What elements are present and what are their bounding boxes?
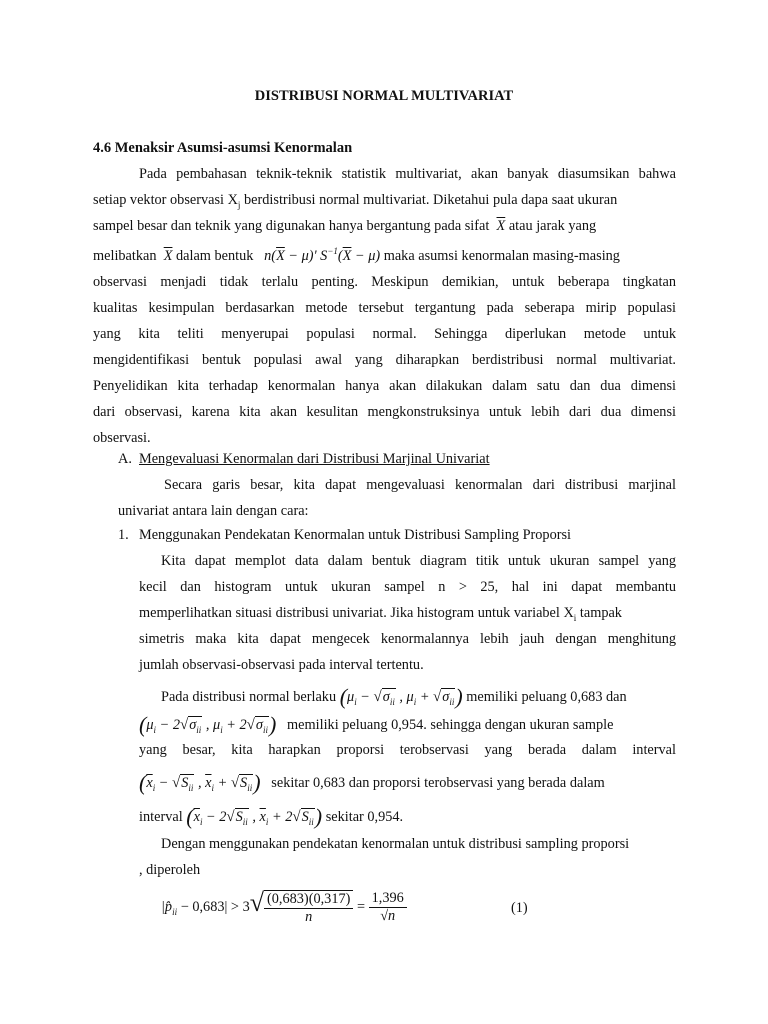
interval-4: ($\overline{x}_i - 2√S_{ii}$ , $\overline{x}_i + 2√S_{ii}$) <box>186 804 323 829</box>
paragraph-line: univariat antara lain dengan cara: <box>118 503 309 519</box>
interval-3: ($\overline{x}_i - √S_{ii}$ , $\overline{x}_i + √S_{ii}$) <box>139 770 261 795</box>
section-heading: 4.6 Menaksir Asumsi-asumsi Kenormalan <box>93 140 353 156</box>
equation-1: $|p̂_{ii} - 0,683| > 3√$ $\frac{(0,683)(0,317)}{n}$ = $\frac{1,396}{√n}$ <box>161 888 407 926</box>
interval-2: ($\mu_i - 2√\sigma_{ii}$ , $\mu_i + 2√\sigma_{ii}$) <box>139 712 277 737</box>
paragraph-line: Kita dapat memplot data dalam bentuk diagram titik untuk ukuran sampel yang <box>161 553 676 569</box>
paragraph-line: dari observasi, karena kita akan kesulitan mengkonstruksinya untuk lebih dari dua dimensi <box>93 404 676 420</box>
xbar-symbol: $\overline{X}$ <box>496 218 506 234</box>
item-1-marker: 1. <box>118 527 129 543</box>
paragraph-line: interval ($\overline{x}_i - 2√S_{ii}$ , $\overline{x}_i + 2√S_{ii}$) sekitar 0,954. <box>139 804 404 829</box>
paragraph-line: ($\overline{x}_i - √S_{ii}$ , $\overline{x}_i + √S_{ii}$) sekitar 0,683 dan proporsi terobservasi yang berada dalam <box>139 770 605 795</box>
paragraph-line: kecil dan histogram untuk ukuran sampel n > 25, hal ini dapat membantu <box>139 579 676 595</box>
paragraph-line: jumlah observasi-observasi pada interval tertentu. <box>139 657 424 673</box>
paragraph-line: Secara garis besar, kita dapat mengevaluasi kenormalan dari distribusi marjinal <box>164 477 676 493</box>
paragraph-line: observasi menjadi tidak terlalu penting. Meskipun demikian, untuk beberapa tingkatan <box>93 274 676 290</box>
paragraph-line: setiap vektor observasi $X_j$ berdistribusi normal multivariat. Diketahui pula dapa saat ukuran <box>93 192 618 210</box>
paragraph-line: melibatkan $\overline{X}$ dalam bentuk $n(\overline{X} - \mu)'$ $S^{-1}(\overline{X} - \mu)$ maka asumsi kenormalan masing-masing <box>93 246 620 264</box>
paragraph-line: kualitas kesimpulan berdasarkan metode tersebut tergantung pada seberapa mirip populasi <box>93 300 676 316</box>
formula-quadratic: $n(\overline{X} - \mu)'$ $S^{-1}(\overline{X} - \mu)$ <box>264 246 381 264</box>
paragraph-line: memperlihatkan situasi distribusi univariat. Jika histogram untuk variabel $X_i$ tampak <box>139 605 622 623</box>
page-title: DISTRIBUSI NORMAL MULTIVARIAT <box>254 88 514 104</box>
paragraph-line: Pada pembahasan teknik-teknik statistik multivariat, akan banyak diasumsikan bahwa <box>139 166 676 182</box>
paragraph-line: sampel besar dan teknik yang digunakan hanya bergantung pada sifat $\overline{X}$ atau jarak yang <box>93 218 597 234</box>
item-1-title: Menggunakan Pendekatan Kenormalan untuk Distribusi Sampling Proporsi <box>139 527 572 543</box>
section-a-marker: A. <box>118 451 132 467</box>
paragraph-line: Dengan menggunakan pendekatan kenormalan untuk distribusi sampling proporsi <box>161 836 630 852</box>
paragraph-line: yang kita teliti menyerupai populasi normal. Sehingga diperlukan metode untuk <box>93 326 676 342</box>
paragraph-line: simetris maka kita dapat mengecek kenormalannya lebih jauh dengan menghitung <box>139 631 676 647</box>
paragraph-line: mengidentifikasi bentuk populasi awal yang diharapkan berdistribusi normal multivariat. <box>93 352 676 368</box>
paragraph-line: Pada distribusi normal berlaku ($\mu_i - √\sigma_{ii}$ , $\mu_i + √\sigma_{ii}$) memiliki peluang 0,683 dan <box>161 684 627 709</box>
paragraph-line: yang besar, kita harapkan proporsi terobservasi yang berada dalam interval <box>139 742 676 758</box>
paragraph-line: observasi. <box>93 430 151 446</box>
paragraph-line: Penyelidikan kita terhadap kenormalan hanya akan dilakukan dalam satu dan dua dimensi <box>93 378 676 394</box>
equation-number: (1) <box>511 900 528 916</box>
paragraph-line: ($\mu_i - 2√\sigma_{ii}$ , $\mu_i + 2√\sigma_{ii}$) memiliki peluang 0,954. sehingga dengan ukuran sample <box>139 712 614 737</box>
paragraph-line: , diperoleh <box>139 862 201 878</box>
interval-1: ($\mu_i - √\sigma_{ii}$ , $\mu_i + √\sigma_{ii}$) <box>339 684 463 709</box>
section-a-title: Mengevaluasi Kenormalan dari Distribusi Marjinal Univariat <box>139 451 490 467</box>
